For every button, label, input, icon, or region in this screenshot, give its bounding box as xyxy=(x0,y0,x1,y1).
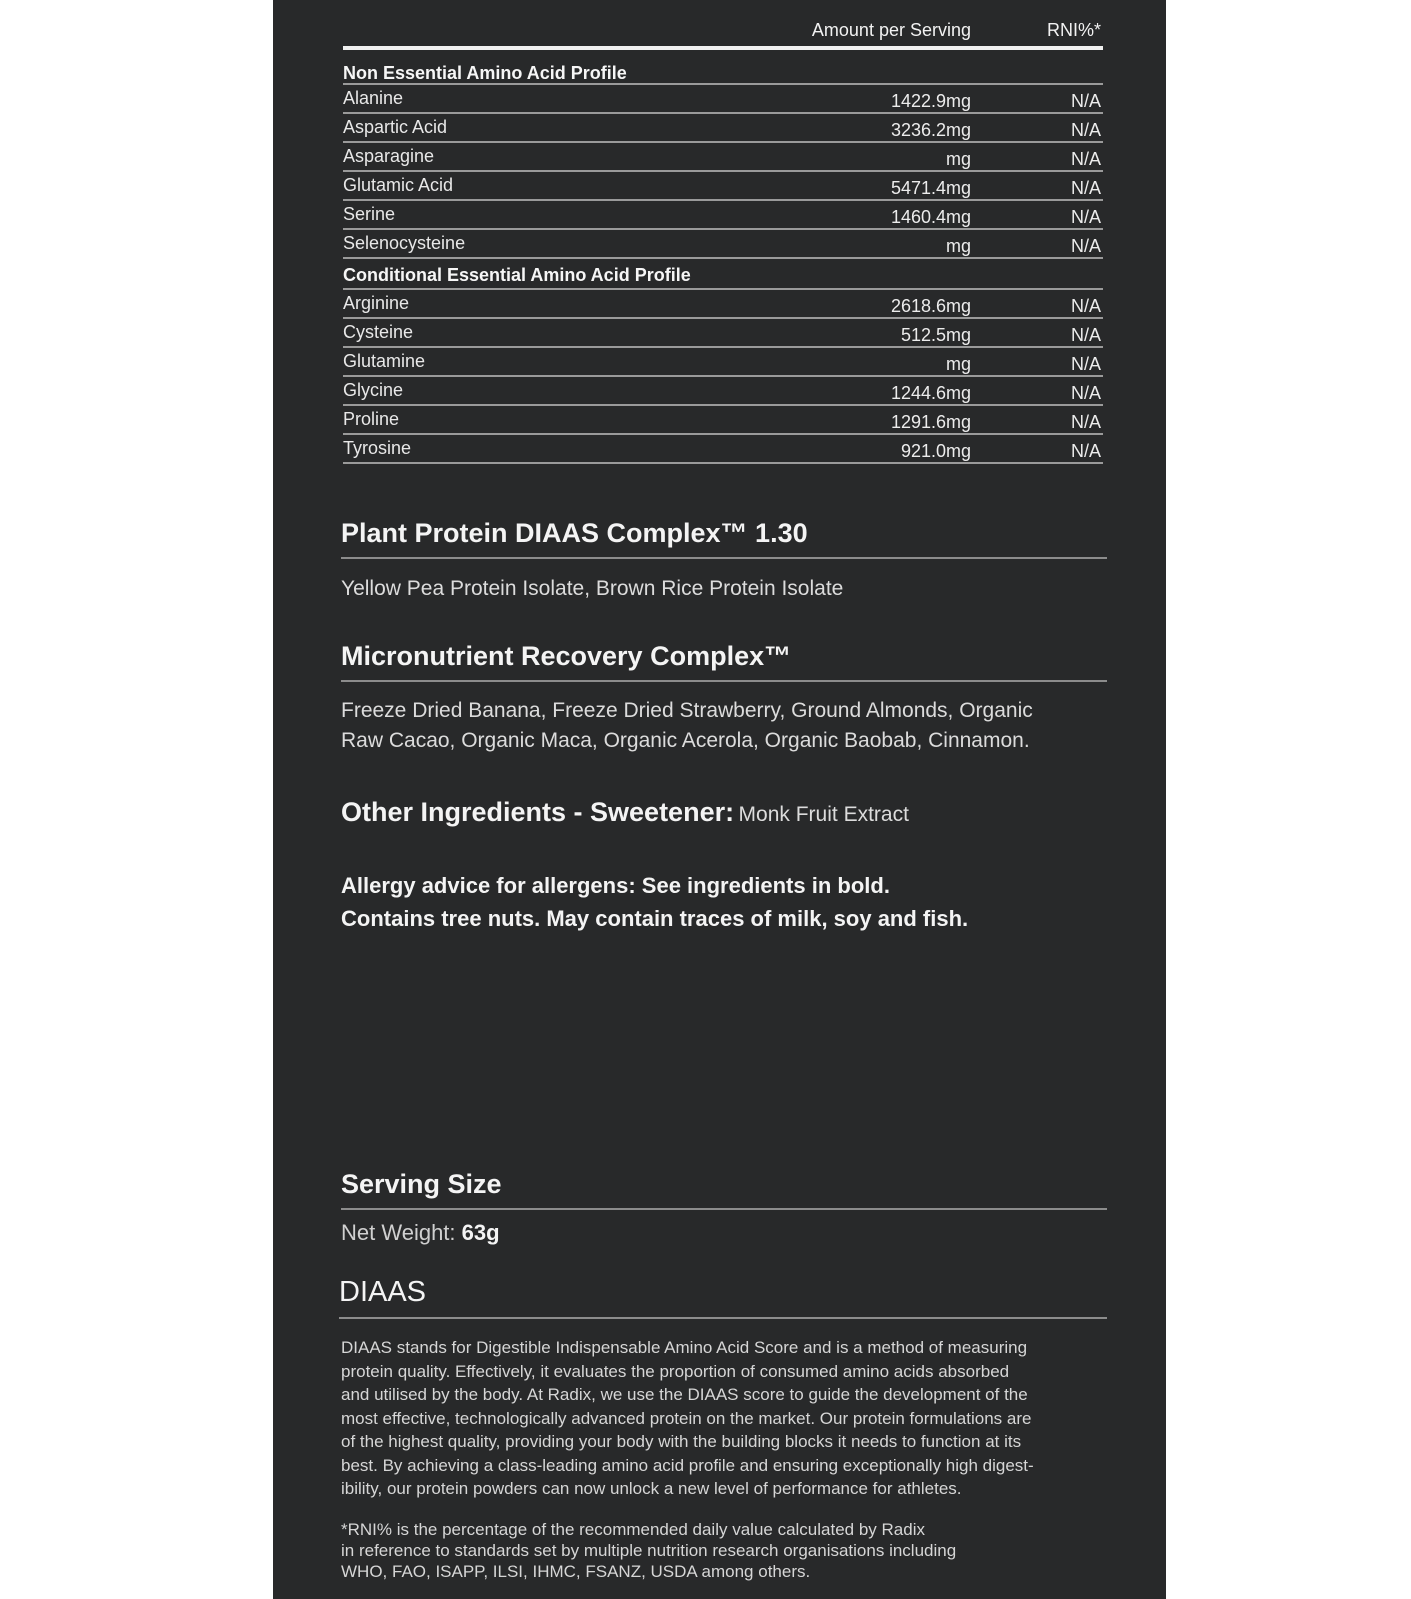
amino-amount: 5471.4mg xyxy=(890,178,971,198)
table-row xyxy=(343,348,1103,377)
amino-rni: N/A xyxy=(1070,383,1101,403)
net-weight-value: 63g xyxy=(461,1220,500,1245)
table-row xyxy=(343,319,1103,348)
amino-name: Aspartic Acid xyxy=(343,117,448,137)
table-row xyxy=(343,201,1103,230)
allergy-advice xyxy=(341,869,968,935)
label-content xyxy=(339,0,1108,1581)
amino-amount: mg xyxy=(945,236,971,256)
net-weight xyxy=(341,1220,1107,1246)
amount-column-header: Amount per Serving xyxy=(811,20,971,40)
diaas-line-2: protein quality. Effectively, it evaluates the proportion of consumed amino acids absorbed xyxy=(341,1361,1010,1381)
amino-rni: N/A xyxy=(1070,354,1101,374)
amino-name: Glutamine xyxy=(343,351,426,371)
rni-footnote xyxy=(341,1519,956,1582)
amino-rni: N/A xyxy=(1070,412,1101,432)
micronutrient-line-2: Raw Cacao, Organic Maca, Organic Acerola, Organic Baobab, Cinnamon. xyxy=(341,729,1030,752)
label-panel xyxy=(273,0,1166,1599)
footnote-line-3: WHO, FAO, ISAPP, ILSI, IHMC, FSANZ, USDA among others. xyxy=(341,1562,811,1581)
amino-rni: N/A xyxy=(1070,149,1101,169)
amino-name: Alanine xyxy=(343,88,404,108)
table-row xyxy=(343,290,1103,319)
table-row xyxy=(343,406,1103,435)
amino-name: Proline xyxy=(343,409,400,429)
table-row xyxy=(343,143,1103,172)
footnote-line-1: *RNI% is the percentage of the recommended daily value calculated by Radix xyxy=(341,1520,925,1539)
other-ingredients-label: Other Ingredients - Sweetener: xyxy=(341,797,735,827)
diaas-line-7: ibility, our protein powders can now unlock a new level of performance for athletes. xyxy=(341,1479,962,1498)
amino-table xyxy=(343,50,1103,464)
amino-rni: N/A xyxy=(1070,325,1101,345)
diaas-line-4: most effective, technologically advanced protein on the market. Our protein formulations are xyxy=(341,1408,1032,1428)
amino-rni: N/A xyxy=(1070,441,1101,461)
amino-name: Tyrosine xyxy=(343,438,412,458)
amino-name: Serine xyxy=(343,204,396,224)
plant-protein-section xyxy=(341,518,1107,604)
amino-name: Arginine xyxy=(343,293,410,313)
serving-size-title: Serving Size xyxy=(341,1169,1107,1210)
amino-amount: mg xyxy=(945,354,971,374)
rni-column-header: RNI%* xyxy=(1046,20,1101,40)
amino-amount: 921.0mg xyxy=(900,441,971,461)
diaas-title: DIAAS xyxy=(339,1276,1107,1319)
amino-rni: N/A xyxy=(1070,178,1101,198)
micronutrient-title: Micronutrient Recovery Complex™ xyxy=(341,641,1107,682)
serving-size-section xyxy=(341,1169,1107,1246)
amino-table-header xyxy=(343,0,1103,50)
amino-amount: mg xyxy=(945,149,971,169)
allergy-line-1: Allergy advice for allergens: See ingredients in bold. xyxy=(341,873,890,898)
allergy-line-2: Contains tree nuts. May contain traces of milk, soy and fish. xyxy=(341,906,969,931)
table-row xyxy=(343,435,1103,464)
table-row xyxy=(343,114,1103,143)
amino-amount: 3236.2mg xyxy=(890,120,971,140)
amino-rni: N/A xyxy=(1070,207,1101,227)
diaas-line-6: best. By achieving a class-leading amino acid profile and ensuring exceptionally high digest- xyxy=(341,1455,1034,1475)
amino-amount: 1460.4mg xyxy=(890,207,971,227)
table-row xyxy=(343,172,1103,201)
plant-protein-title: Plant Protein DIAAS Complex™ 1.30 xyxy=(341,518,1107,559)
amino-amount: 512.5mg xyxy=(900,325,971,345)
plant-protein-text: Yellow Pea Protein Isolate, Brown Rice Protein Isolate xyxy=(341,577,844,600)
diaas-description xyxy=(341,1336,1034,1501)
amino-name: Cysteine xyxy=(343,322,414,342)
amino-amount: 1422.9mg xyxy=(890,91,971,111)
amino-amount: 2618.6mg xyxy=(890,296,971,316)
section-title-conditional: Conditional Essential Amino Acid Profile xyxy=(343,259,1103,290)
diaas-line-3: and utilised by the body. At Radix, we use the DIAAS score to guide the development of the xyxy=(341,1385,1028,1404)
diaas-section xyxy=(339,1276,1107,1319)
table-row xyxy=(343,230,1103,259)
footnote-line-2: in reference to standards set by multiple nutrition research organisations including xyxy=(341,1541,957,1560)
amino-name: Glutamic Acid xyxy=(343,175,454,195)
net-weight-label: Net Weight: xyxy=(341,1220,456,1245)
amino-rni: N/A xyxy=(1070,296,1101,316)
diaas-line-1: DIAAS stands for Digestible Indispensable Amino Acid Score and is a method of measuring xyxy=(341,1338,1028,1357)
amino-rni: N/A xyxy=(1070,91,1101,111)
amino-amount: 1291.6mg xyxy=(890,412,971,432)
amino-rni: N/A xyxy=(1070,236,1101,256)
amino-name: Selenocysteine xyxy=(343,233,466,253)
amino-name: Glycine xyxy=(343,380,404,400)
amino-rni: N/A xyxy=(1070,120,1101,140)
micronutrient-line-1: Freeze Dried Banana, Freeze Dried Strawberry, Ground Almonds, Organic xyxy=(341,699,1033,722)
table-row xyxy=(343,377,1103,406)
amino-name: Asparagine xyxy=(343,146,435,166)
diaas-line-5: of the highest quality, providing your body with the building blocks it needs to function at its xyxy=(341,1432,1022,1451)
table-row xyxy=(343,85,1103,114)
section-title-non-essential: Non Essential Amino Acid Profile xyxy=(343,50,1103,85)
amino-amount: 1244.6mg xyxy=(890,383,971,403)
micronutrient-section xyxy=(341,641,1107,756)
other-ingredients-value: Monk Fruit Extract xyxy=(738,803,909,826)
other-ingredients xyxy=(341,797,909,828)
